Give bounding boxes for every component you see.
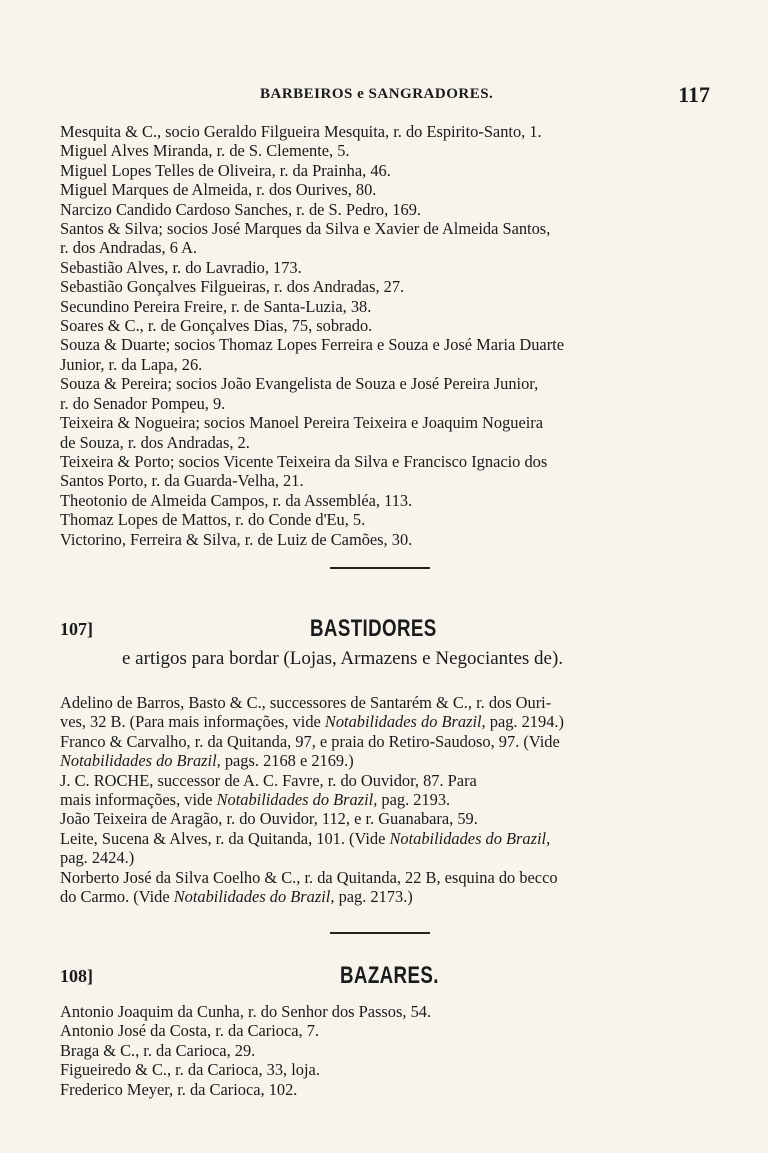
section-title: BASTIDORES — [310, 615, 437, 642]
list-item: Miguel Alves Miranda, r. de S. Clemente, 5. — [60, 141, 350, 161]
list-item: Sebastião Alves, r. do Lavradio, 173. — [60, 257, 302, 277]
list-item: Miguel Marques de Almeida, r. dos Ourives, 80. — [60, 180, 377, 200]
list-item: Miguel Lopes Telles de Oliveira, r. da Prainha, 46. — [60, 160, 391, 180]
list-item: Franco & Carvalho, r. da Quitanda, 97, e praia do Retiro-Saudoso, 97. (Vide Notabilidades do Brazil, pags. 2168 e 2169.) — [60, 731, 560, 771]
list-item: Teixeira & Nogueira; socios Manoel Pereira Teixeira e Joaquim Nogueira de Souza, r. dos Andradas, 2. — [60, 413, 544, 452]
section-title: BAZARES. — [340, 962, 439, 989]
list-item: Sebastião Gonçalves Filgueiras, r. dos Andradas, 27. — [60, 277, 405, 297]
list-item: Frederico Meyer, r. da Carioca, 102. — [60, 1079, 298, 1099]
list-item: Leite, Sucena & Alves, r. da Quitanda, 101. (Vide Notabilidades do Brazil, pag. 2424.) — [60, 828, 551, 868]
list-item: Victorino, Ferreira & Silva, r. de Luiz de Camões, 30. — [60, 529, 413, 549]
list-item: Adelino de Barros, Basto & C., successores de Santarém & C., r. dos Ouri- ves, 32 B. (Para mais informações, vide Notabilidades do Brazil, pag. 2194.) — [60, 693, 564, 732]
list-item: Mesquita & C., socio Geraldo Filgueira Mesquita, r. do Espirito-Santo, 1. — [60, 122, 542, 141]
section-subtitle: e artigos para bordar (Lojas, Armazens e Negociantes de). — [122, 648, 564, 669]
list-item: Theotonio de Almeida Campos, r. da Assembléa, 113. — [60, 490, 413, 510]
list-item: Souza & Duarte; socios Thomaz Lopes Ferreira e Souza e José Maria Duarte Junior, r. da Lapa, 26. — [60, 335, 564, 374]
page-number: 117 — [678, 82, 710, 107]
section-divider — [330, 932, 430, 934]
list-item: Norberto José da Silva Coelho & C., r. da Quitanda, 22 B, esquina do becco do Carmo. (Vide Notabilidades do Brazil, pag. 2173.) — [60, 867, 558, 907]
list-item: Thomaz Lopes de Mattos, r. do Conde d'Eu, 5. — [60, 510, 366, 530]
section-number: 107] — [60, 619, 93, 639]
running-head — [60, 82, 710, 110]
list-item: Soares & C., r. de Gonçalves Dias, 75, sobrado. — [60, 316, 373, 336]
list-item: J. C. ROCHE, successor de A. C. Favre, r. do Ouvidor, 87. Para mais informações, vide Notabilidades do Brazil, pag. 2193. — [60, 770, 477, 810]
list-item: Souza & Pereira; socios João Evangelista de Souza e José Pereira Junior, r. do Senador Pompeu, 9. — [60, 374, 539, 413]
list-item: Narcizo Candido Cardoso Sanches, r. de S. Pedro, 169. — [60, 199, 421, 219]
list-item: Teixeira & Porto; socios Vicente Teixeira da Silva e Francisco Ignacio dos Santos Porto, r. da Guarda-Velha, 21. — [60, 451, 548, 491]
section-divider — [330, 567, 430, 569]
list-item: Antonio Joaquim da Cunha, r. do Senhor dos Passos, 54. — [60, 1002, 432, 1021]
bastidores-list — [60, 693, 700, 906]
list-item: João Teixeira de Aragão, r. do Ouvidor, 112, e r. Guanabara, 59. — [60, 809, 478, 829]
barbeiros-list — [60, 122, 700, 549]
list-item: Santos & Silva; socios José Marques da Silva e Xavier de Almeida Santos, r. dos Andradas, 6 A. — [60, 219, 551, 258]
list-item: Antonio José da Costa, r. da Carioca, 7. — [60, 1021, 320, 1041]
list-item: Secundino Pereira Freire, r. de Santa-Luzia, 38. — [60, 296, 372, 316]
list-item: Figueiredo & C., r. da Carioca, 33, loja. — [60, 1060, 320, 1080]
running-title: BARBEIROS e SANGRADORES. — [260, 86, 494, 102]
bazares-list — [60, 1002, 700, 1099]
list-item: Braga & C., r. da Carioca, 29. — [60, 1040, 256, 1060]
section-number: 108] — [60, 966, 93, 986]
